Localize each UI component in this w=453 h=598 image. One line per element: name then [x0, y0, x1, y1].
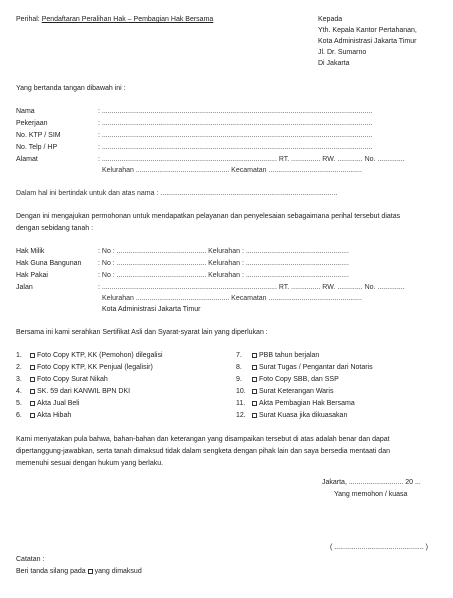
doc-num: 4. [16, 388, 22, 395]
doc-item [16, 399, 79, 408]
field-label-ktp: No. KTP / SIM [16, 132, 61, 139]
doc-text: Foto Copy SBB, dan SSP [259, 376, 339, 383]
land-value-kelurahan[interactable]: Kelurahan ................................................ Kecamatan ................................................ [102, 295, 362, 302]
field-value-alamat[interactable]: : .......................................................................................... RT. ............... RW. ............. No. .............. [98, 156, 405, 163]
signature-name[interactable]: ( .............................................. ) [330, 544, 429, 551]
land-value-jalan[interactable]: : .......................................................................................... RT. ............... RW. ............. No. .............. [98, 284, 405, 291]
land-value-hgb[interactable]: : No : .............................................. Kelurahan : ..................................................... [98, 260, 349, 267]
land-value-hak-milik[interactable]: : No : .............................................. Kelurahan : ..................................................... [98, 248, 349, 255]
doc-item [236, 363, 373, 372]
checkbox-icon[interactable] [30, 413, 35, 418]
doc-num: 9. [236, 376, 242, 383]
doc-text: Surat Tugas / Pengantar dari Notaris [259, 364, 373, 371]
notes-text-before: Beri tanda silang pada [16, 568, 86, 575]
doc-num: 3. [16, 376, 22, 383]
doc-num: 2. [16, 364, 22, 371]
doc-item [16, 351, 163, 360]
doc-text: Surat Kuasa jika dikuasakan [259, 412, 348, 419]
land-kota: Kota Administrasi Jakarta Timur [102, 306, 201, 313]
doc-num: 1. [16, 352, 22, 359]
doc-item [236, 411, 347, 420]
doc-num: 10. [236, 388, 246, 395]
field-value-alamat-kelurahan[interactable]: Kelurahan ................................................ Kecamatan ................................................ [102, 167, 362, 174]
checkbox-icon[interactable] [252, 377, 257, 382]
checkbox-icon[interactable] [252, 401, 257, 406]
request-line: Dengan ini mengajukan permohonan untuk mendapatkan pelayanan dan penyelesaian sebagaimana perihal tersebut diatas [16, 213, 401, 220]
doc-text: Foto Copy Surat Nikah [37, 376, 108, 383]
doc-num: 5. [16, 400, 22, 407]
recipient-line: Kepada [318, 16, 343, 23]
land-label-jalan: Jalan [16, 284, 33, 291]
recipient-line: Jl. Dr. Sumarno [318, 49, 367, 56]
notes-text [16, 567, 142, 576]
doc-num: 11. [236, 400, 246, 407]
doc-num: 7. [236, 352, 242, 359]
recipient-line: Yth. Kepala Kantor Pertahanan, [318, 27, 417, 34]
checkbox-icon[interactable] [30, 365, 35, 370]
field-value-telp[interactable]: : ........................................................................................................................................... [98, 144, 373, 151]
doc-num: 12. [236, 412, 246, 419]
field-value-pekerjaan[interactable]: : ........................................................................................................................................... [98, 120, 373, 127]
perihal-label: Perihal: [16, 16, 40, 23]
notes-text-after: yang dimaksud [94, 568, 142, 575]
perihal [16, 15, 213, 24]
doc-text: Akta Pembagian Hak Bersama [259, 400, 355, 407]
notes-title: Catatan : [16, 556, 45, 563]
checkbox-icon[interactable] [30, 389, 35, 394]
checkbox-icon[interactable] [30, 353, 35, 358]
land-value-hak-pakai[interactable]: : No : .............................................. Kelurahan : ..................................................... [98, 272, 349, 279]
atas-nama-field[interactable]: Dalam hal ini bertindak untuk dan atas nama : ........................................................................................... [16, 190, 338, 197]
doc-item [236, 399, 355, 408]
signature-place-date[interactable]: Jakarta, ............................ 20 ... [322, 479, 421, 486]
signature-role: Yang memohon / kuasa [334, 491, 408, 498]
checkbox-icon [88, 569, 93, 574]
doc-item [16, 411, 71, 420]
field-label-alamat: Alamat [16, 156, 38, 163]
doc-item [16, 363, 153, 372]
checkbox-icon[interactable] [252, 413, 257, 418]
request-line: dengan sebidang tanah : [16, 225, 94, 232]
recipient-line: Di Jakarta [318, 60, 350, 67]
doc-text: PBB tahun berjalan [259, 352, 320, 359]
field-label-pekerjaan: Pekerjaan [16, 120, 48, 127]
perihal-text: Pendaftaran Peralihan Hak – Pembagian Hak Bersama [41, 16, 214, 23]
field-value-ktp[interactable]: : ........................................................................................................................................... [98, 132, 373, 139]
checkbox-icon[interactable] [252, 365, 257, 370]
doc-num: 8. [236, 364, 242, 371]
submit-intro: Bersama ini kami serahkan Sertifikat Asli dan Syarat-syarat lain yang diperlukan : [16, 329, 268, 336]
checkbox-icon[interactable] [30, 377, 35, 382]
statement-line: Kami menyatakan pula bahwa, bahan-bahan dan keterangan yang disampaikan tersebut di atas adalah benar dan dapat [16, 436, 390, 443]
recipient-line: Kota Administrasi Jakarta Timur [318, 38, 417, 45]
land-label-hak-milik: Hak Milik [16, 248, 45, 255]
statement-line: memenuhi sesuai dengan hukum yang berlaku. [16, 460, 164, 467]
checkbox-icon[interactable] [30, 401, 35, 406]
field-value-nama[interactable]: : ........................................................................................................................................... [98, 108, 373, 115]
doc-num: 6. [16, 412, 22, 419]
field-label-telp: No. Telp / HP [16, 144, 58, 151]
doc-item [236, 351, 319, 360]
doc-item [236, 375, 339, 384]
checkbox-icon[interactable] [252, 389, 257, 394]
land-label-hak-pakai: Hak Pakai [16, 272, 48, 279]
doc-text: Akta Jual Beli [37, 400, 80, 407]
doc-text: Surat Keterangan Waris [259, 388, 334, 395]
doc-item [236, 387, 333, 396]
doc-text: Foto Copy KTP, KK Penjual (legalisir) [37, 364, 153, 371]
doc-item [16, 387, 130, 396]
land-label-hgb: Hak Guna Bangunan [16, 260, 82, 267]
doc-item [16, 375, 108, 384]
doc-text: Akta Hibah [37, 412, 72, 419]
field-label-nama: Nama [16, 108, 35, 115]
statement-line: dipertanggung-jawabkan, serta tanah dimaksud tidak dalam sengketa dengan pihak lain dan saya bersedia mentaati dan [16, 448, 390, 455]
checkbox-icon[interactable] [252, 353, 257, 358]
doc-text: Foto Copy KTP, KK (Pemohon) dilegalisi [37, 352, 163, 359]
intro-text: Yang bertanda tangan dibawah ini : [16, 85, 126, 92]
doc-text: SK. 59 dari KANWIL BPN DKI [37, 388, 131, 395]
